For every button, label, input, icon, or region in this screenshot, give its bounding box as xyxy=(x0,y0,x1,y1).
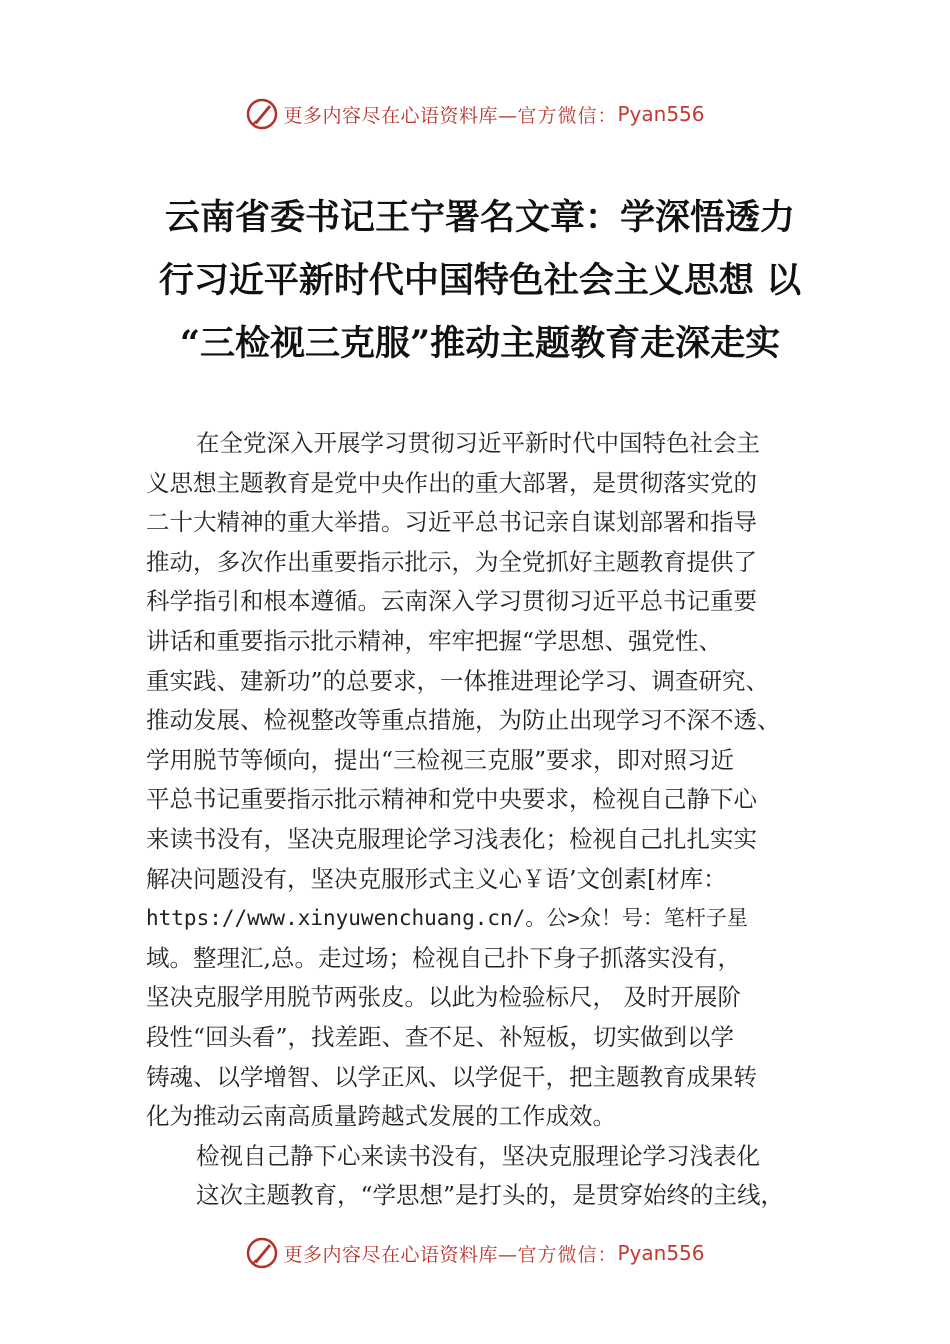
title-line: 行习近平新时代中国特色社会主义思想 以 xyxy=(158,260,802,301)
body-line: 在全党深入开展学习贯彻习近平新时代中国特色社会主 xyxy=(196,429,760,457)
body-line: 重实践、建新功”的总要求，一体推进理论学习、调查研究、 xyxy=(146,666,770,695)
body-line: 推动，多次作出重要指示批示，为全党抓好主题教育提供了 xyxy=(146,547,757,576)
banner-wechat-id: Pyan556 xyxy=(617,102,705,126)
body-line: 段性“回头看”，找差距、查不足、补短板，切实做到以学 xyxy=(146,1022,735,1051)
title-line: 云南省委书记王宁署名文章：学深悟透力 xyxy=(164,197,795,238)
body-line: 化为推动云南高质量跨越式发展的工作成效。 xyxy=(146,1102,616,1131)
quill-logo-icon xyxy=(245,1236,279,1270)
body-line: 坚决克服学用脱节两张皮。以此为检验标尺， 及时开展阶 xyxy=(146,983,741,1012)
body-line: 域。整理汇,总。走过场；检视自己扑下身子抓落实没有， xyxy=(146,943,741,972)
body-line: 科学指引和根本遵循。云南深入学习贯彻习近平总书记重要 xyxy=(146,587,757,616)
body-line: 铸魂、以学增智、以学正风、以学促干，把主题教育成果转 xyxy=(146,1062,757,1091)
body-line: 解决问题没有，坚决克服形式主义心￥语’文创素[材库： xyxy=(146,864,727,893)
header-watermark-banner xyxy=(0,94,950,134)
banner-text: 更多内容尽在心语资料库— xyxy=(283,104,518,127)
footer-watermark-banner xyxy=(0,1233,950,1273)
title-line: “三检视三克服”推动主题教育走深走实 xyxy=(179,323,781,364)
body-line: 平总书记重要指示批示精神和党中央要求，检视自己静下心 xyxy=(146,785,757,814)
body-line: 二十大精神的重大举措。习近平总书记亲自谋划部署和指导 xyxy=(146,508,757,537)
quill-logo-icon xyxy=(245,97,279,131)
body-line: 义思想主题教育是党中央作出的重大部署，是贯彻落实党的 xyxy=(146,468,757,497)
body-line: 这次主题教育，“学思想”是打头的，是贯穿始终的主线， xyxy=(196,1181,785,1210)
banner-text: 更多内容尽在心语资料库— xyxy=(283,1243,518,1266)
banner-wechat-label: 官方微信： xyxy=(517,1243,618,1266)
body-line: 推动发展、检视整改等重点措施，为防止出现学习不深不透、 xyxy=(146,706,781,735)
banner-wechat-id: Pyan556 xyxy=(617,1241,705,1265)
article-title xyxy=(140,186,820,375)
section-heading: 检视自己静下心来读书没有，坚决克服理论学习浅表化 xyxy=(196,1141,760,1170)
body-line-url: https://www.xinyuwenchuang.cn/。公>众！号：笔杆子星 xyxy=(146,906,748,931)
article-body xyxy=(146,424,814,1216)
body-line: 学用脱节等倾向，提出“三检视三克服”要求，即对照习近 xyxy=(146,745,735,774)
body-line: 讲话和重要指示批示精神，牢牢把握“学思想、强党性、 xyxy=(146,626,723,655)
body-line: 来读书没有，坚决克服理论学习浅表化；检视自己扎扎实实 xyxy=(146,824,757,853)
banner-wechat-label: 官方微信： xyxy=(517,104,618,127)
